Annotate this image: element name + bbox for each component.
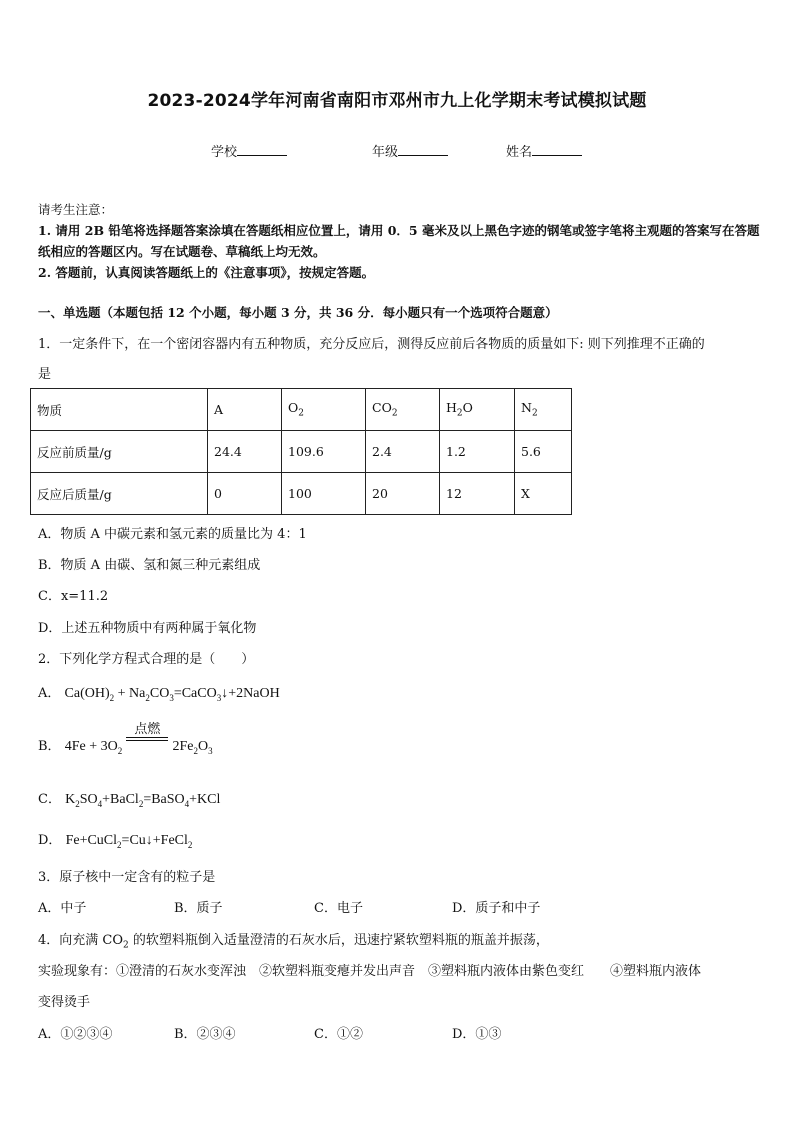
table-header-cell: $O_2$ — [282, 389, 366, 431]
table-cell: 109.6 — [282, 431, 366, 473]
q4-option-d[interactable]: D．①③ — [452, 1027, 502, 1042]
equation-c: $K_2SO_4+BaCl_2=BaSO_4+KCl$ — [65, 792, 221, 809]
q1-option-a[interactable]: A．物质 A 中碳元素和氢元素的质量比为 4：1 — [38, 527, 307, 542]
notice-item-2: 2. 答题前，认真阅读答题纸上的《注意事项》，按规定答题。 — [38, 265, 375, 280]
table-cell: 12 — [440, 473, 515, 515]
table-cell: 0 — [208, 473, 282, 515]
q3-option-a[interactable]: A．中子 — [38, 901, 87, 916]
notice-item-1: 1. 请用 2B 铅笔将选择题答案涂填在答题纸相应位置上，请用 0．5 毫米及以上黑色字迹的钢笔或签字笔将主观题的答案写在答题纸相应的答题区内。写在试题卷、草稿纸上均无效。 — [38, 223, 760, 259]
table-cell: X — [515, 473, 572, 515]
table-header-cell: $N_2$ — [515, 389, 572, 431]
q4-option-c[interactable]: C．①② — [314, 1027, 363, 1042]
name-label: 姓名 — [506, 145, 533, 160]
grade-blank[interactable] — [398, 143, 448, 156]
table-cell: 5.6 — [515, 431, 572, 473]
name-field[interactable] — [506, 141, 582, 160]
mass-table — [30, 388, 572, 515]
table-row-label: 反应后质量/g — [31, 473, 208, 515]
q2-option-d[interactable]: D． Fe+CuCl$_2$=Cu↓+FeCl$_2$ — [38, 833, 193, 850]
q1-stem-line2: 是 — [38, 367, 52, 382]
table-header-cell: 物质 — [31, 389, 208, 431]
reaction-condition-arrow: 点燃 — [126, 723, 168, 741]
table-cell: 2.4 — [366, 431, 440, 473]
school-blank[interactable] — [237, 143, 287, 156]
q1-option-c[interactable]: C．x=11.2 — [38, 589, 109, 604]
table-row — [31, 473, 572, 515]
q1-option-d[interactable]: D．上述五种物质中有两种属于氧化物 — [38, 621, 257, 636]
table-header-row — [31, 389, 572, 431]
table-cell: 1.2 — [440, 431, 515, 473]
q4-observations-line1: 实验现象有：①澄清的石灰水变浑浊 ②软塑料瓶变瘪并发出声音 ③塑料瓶内液体由紫色变红 ④塑料瓶内液体 — [38, 964, 702, 979]
q3-option-b[interactable]: B．质子 — [174, 901, 223, 916]
q4-option-a[interactable]: A．①②③④ — [38, 1027, 113, 1042]
name-blank[interactable] — [532, 143, 582, 156]
q2-option-b[interactable]: B． $4Fe + 3O_2$ 点燃 $2Fe_2O_3$ — [38, 721, 213, 756]
equation-b: $4Fe + 3O_2$ — [64, 739, 123, 756]
equation-b-product: $2Fe_2O_3$ — [172, 739, 213, 756]
q2-option-a[interactable]: A． $Ca(OH)_2$ + $Na_2CO_3=CaCO_3↓+2NaOH$ — [38, 686, 280, 703]
q3-stem: 3．原子核中一定含有的粒子是 — [38, 870, 216, 885]
q2-option-c[interactable]: C． $K_2SO_4+BaCl_2=BaSO_4+KCl$ — [38, 792, 221, 809]
q2-stem: 2．下列化学方程式合理的是（ ） — [38, 652, 255, 667]
page-title: 2023-2024学年河南省南阳市邓州市九上化学期末考试模拟试题 — [147, 91, 647, 111]
q3-option-c[interactable]: C．电子 — [314, 901, 363, 916]
grade-field[interactable] — [372, 141, 448, 160]
notice-heading: 请考生注意： — [38, 202, 114, 217]
table-header-cell: $CO_2$ — [366, 389, 440, 431]
school-field[interactable] — [211, 141, 287, 160]
table-cell: 100 — [282, 473, 366, 515]
q1-option-b[interactable]: B．物质 A 由碳、氢和氮三种元素组成 — [38, 558, 261, 573]
grade-label: 年级 — [372, 145, 399, 160]
q4-stem: 4．向充满 $CO_2$ 的软塑料瓶倒入适量澄清的石灰水后，迅速拧紧软塑料瓶的瓶盖并振荡， — [38, 933, 549, 951]
table-header-cell: $H_2O$ — [440, 389, 515, 431]
section-heading: 一、单选题（本题包括 12 个小题，每小题 3 分，共 36 分．每小题只有一个选项符合题意） — [38, 305, 558, 320]
table-row-label: 反应前质量/g — [31, 431, 208, 473]
q4-observations-line2: 变得烫手 — [38, 995, 91, 1010]
school-label: 学校 — [211, 145, 238, 160]
q1-stem-line1: 1．一定条件下，在一个密闭容器内有五种物质，充分反应后，测得反应前后各物质的质量如下: 则下列推理不正确的 — [38, 337, 705, 352]
table-cell: 24.4 — [208, 431, 282, 473]
equation-a: $Ca(OH)_2$ + $Na_2CO_3=CaCO_3↓+2NaOH$ — [64, 686, 280, 703]
equation-d: Fe+CuCl$_2$=Cu↓+FeCl$_2$ — [65, 833, 193, 850]
q3-option-d[interactable]: D．质子和中子 — [452, 901, 541, 916]
table-cell: 20 — [366, 473, 440, 515]
table-header-cell: A — [208, 389, 282, 431]
table-row — [31, 431, 572, 473]
q4-option-b[interactable]: B．②③④ — [174, 1027, 236, 1042]
